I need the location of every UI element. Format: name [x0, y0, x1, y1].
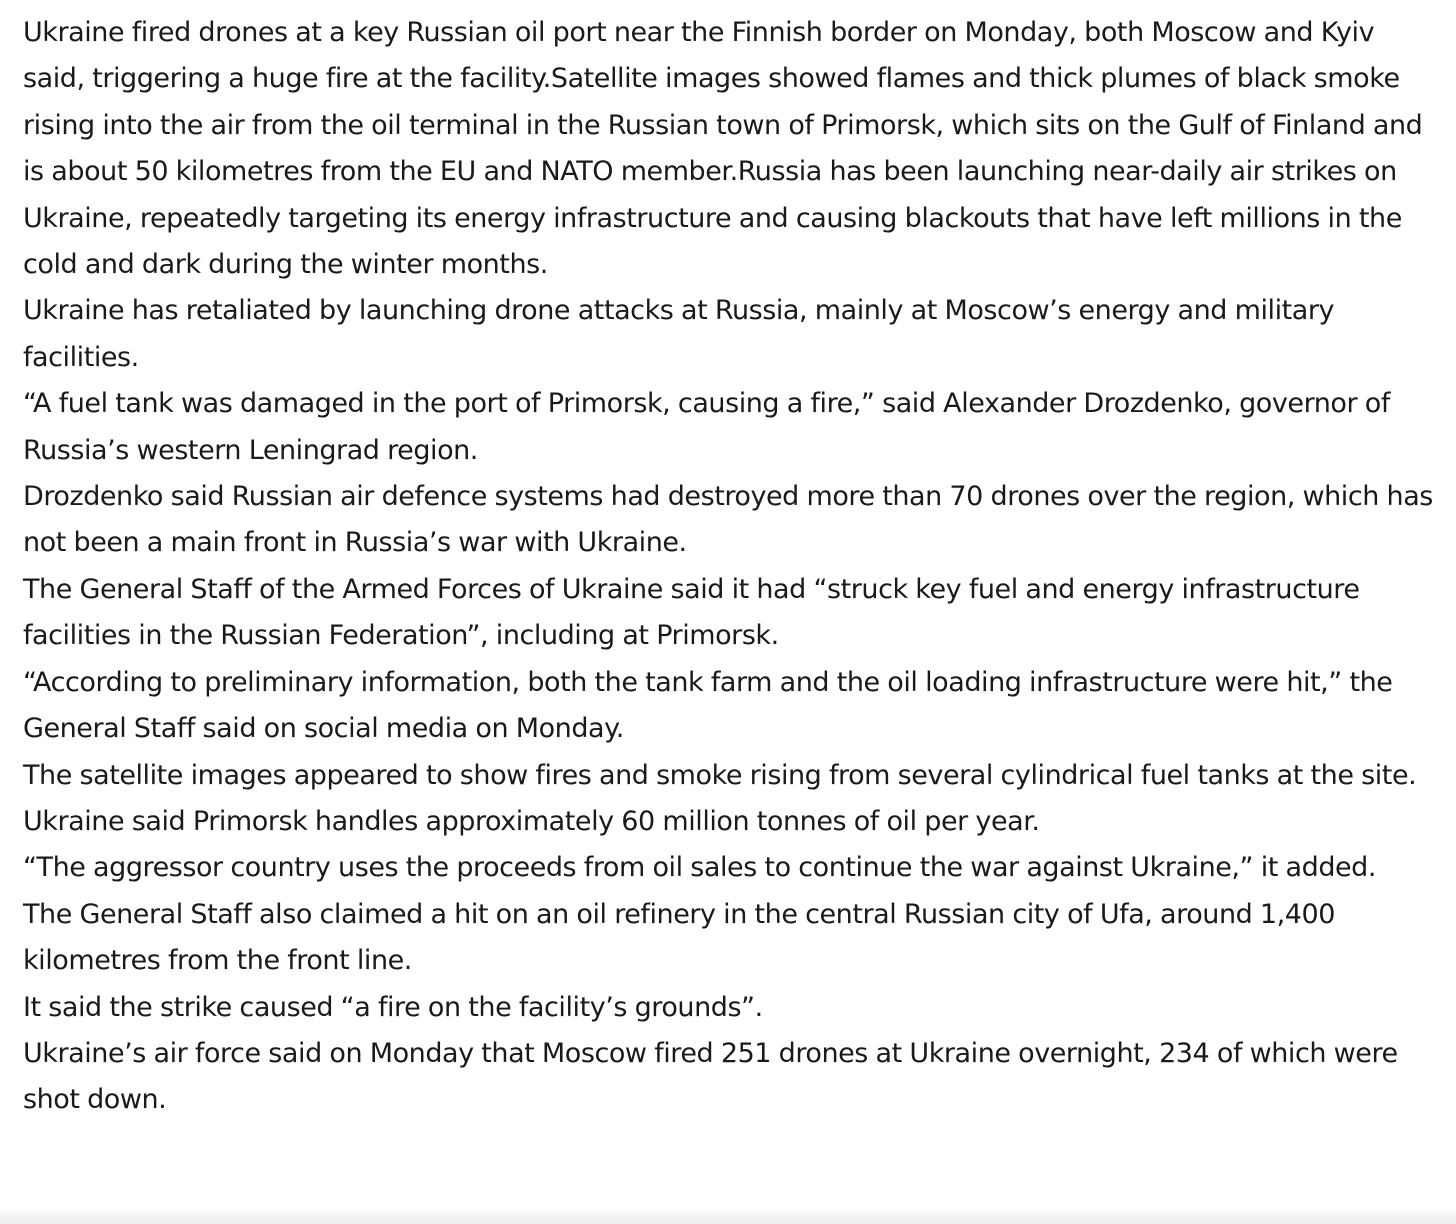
- article-paragraph-10: The General Staff also claimed a hit on an oil refinery in the central Russian city of Ufa, around 1,400 kilometres from the front line.: [23, 898, 1335, 977]
- article-paragraph-1: Ukraine fired drones at a key Russian oil port near the Finnish border on Monday, both Moscow and Kyiv said, triggering a huge fire at the facility.Satellite images showed flames and thick plumes of black smoke rising into the air from the oil terminal in the Russian town of Primorsk, which sits on the Gulf of Finland and is about 50 kilometres from the EU and NATO member.Russia has been launching near-daily air strikes on Ukraine, repeatedly targeting its energy infrastructure and causing blackouts that have left millions in the cold and dark during the winter months.: [23, 17, 1423, 281]
- article-paragraph-9: “The aggressor country uses the proceeds from oil sales to continue the war against Ukraine,” it added.: [23, 852, 1376, 884]
- article-paragraph-5: The General Staff of the Armed Forces of Ukraine said it had “struck key fuel and energy infrastructure facilities in the Russian Federation”, including at Primorsk.: [23, 573, 1360, 652]
- bottom-fade-shadow: [0, 1206, 1456, 1224]
- article-paragraph-3: “A fuel tank was damaged in the port of Primorsk, causing a fire,” said Alexander Drozdenko, governor of Russia’s western Leningrad region.: [23, 388, 1390, 466]
- article-paragraph-4: Drozdenko said Russian air defence systems had destroyed more than 70 drones over the region, which has not been a main front in Russia’s war with Ukraine.: [23, 481, 1433, 559]
- article-paragraph-7: The satellite images appeared to show fires and smoke rising from several cylindrical fuel tanks at the site.: [23, 759, 1417, 791]
- article-body: [23, 10, 1443, 1124]
- article-paragraph-12: Ukraine’s air force said on Monday that Moscow fired 251 drones at Ukraine overnight, 234 of which were shot down.: [23, 1037, 1398, 1116]
- article-paragraph-2: Ukraine has retaliated by launching drone attacks at Russia, mainly at Moscow’s energy and military facilities.: [23, 295, 1335, 373]
- article-paragraph-11: It said the strike caused “a fire on the facility’s grounds”.: [23, 991, 763, 1023]
- article-paragraph-8: Ukraine said Primorsk handles approximately 60 million tonnes of oil per year.: [23, 805, 1040, 837]
- article-paragraph-6: “According to preliminary information, both the tank farm and the oil loading infrastructure were hit,” the General Staff said on social media on Monday.: [23, 666, 1393, 745]
